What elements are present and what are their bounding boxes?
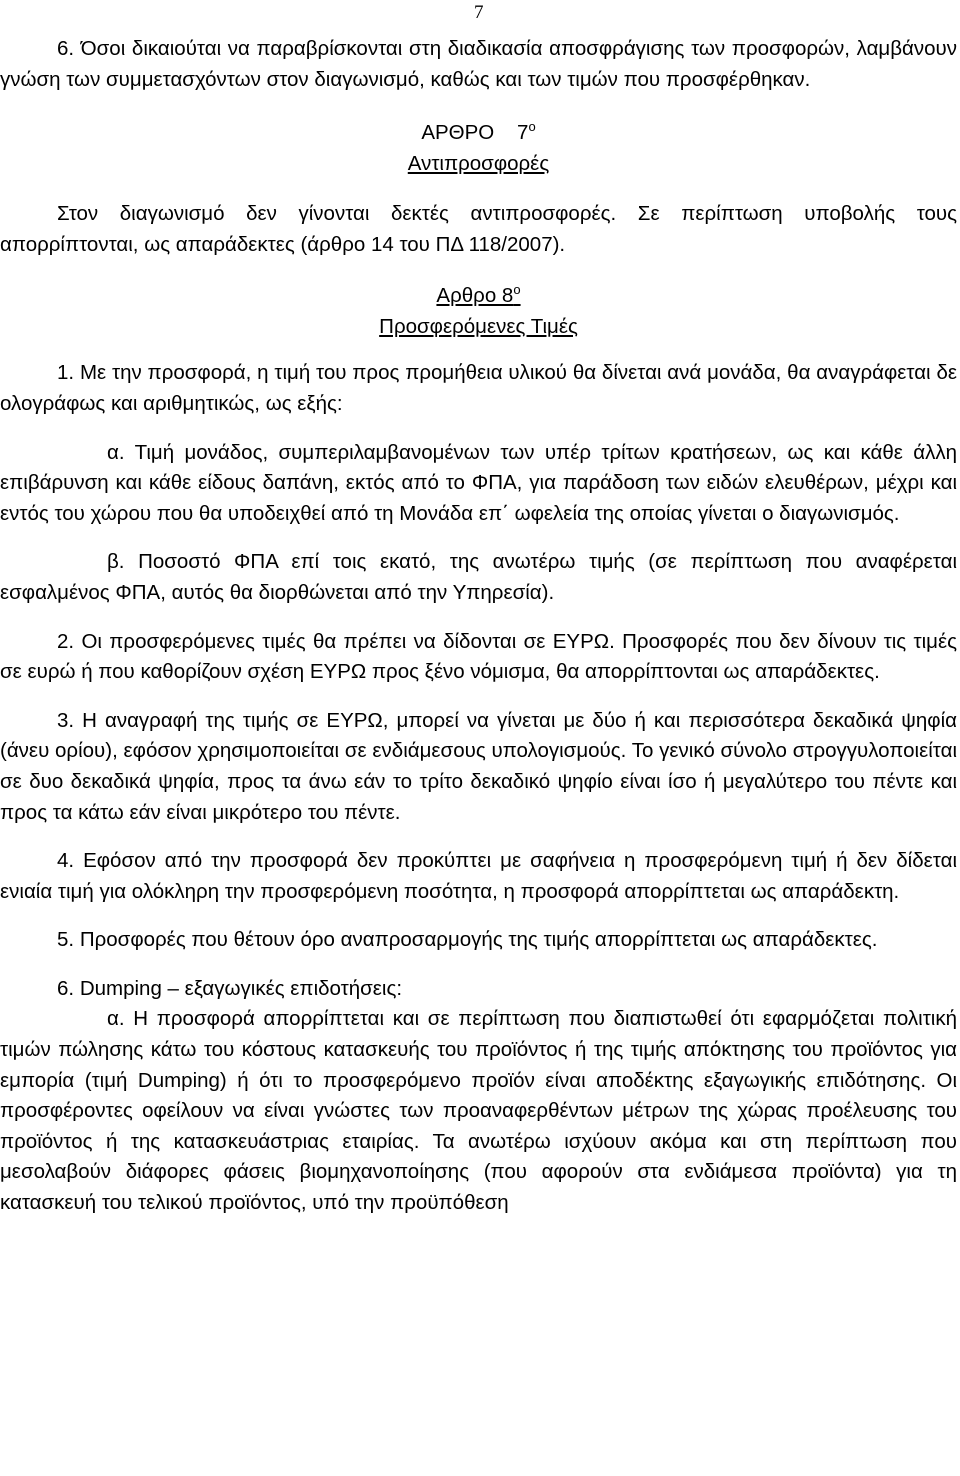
page-number: 7 (474, 2, 484, 23)
item-text: Προσφορές που θέτουν όρο αναπροσαρμογής της τιμής απορρίπτεται ως απαράδεκτες. (79, 928, 878, 952)
item-text: Οι προσφερόμενες τιμές θα πρέπει να δίδονται σε ΕΥΡΩ. Προσφορές που δεν δίνουν τις τιμές σε ευρώ ή που καθορίζουν σχέση ΕΥΡΩ προς ξένο νόμισμα, θα απορρίπτονται ως απαράδεκτες. (0, 629, 957, 684)
article-8-item-5 (0, 925, 957, 956)
item-number: 1. (57, 361, 75, 385)
item-number: 5. (57, 928, 75, 952)
item-text: Εφόσον από την προσφορά δεν προκύπτει με σαφήνεια η προσφερόμενη τιμή ή δεν δίδεται ενιαία τιμή για ολόκληρη την προσφερόμενη ποσότητα, η προσφορά απορρίπτεται ως απαράδεκτη. (0, 849, 957, 903)
article-label: ΑΡΘΡΟ (421, 121, 495, 145)
item-text: Όσοι δικαιούται να παραβρίσκονται στη διαδικασία αποσφράγισης των προσφορών, λαμβάνουν γνώση των συμμετασχόντων στον διαγωνισμό, καθώς και των τιμών που προσφέρθηκαν. (0, 37, 957, 91)
article-title: Αντιπροσφορές (407, 152, 550, 176)
item-text: Ποσοστό ΦΠΑ επί τοις εκατό, της ανωτέρω τιμής (σε περίπτωση που αναφέρεται εσφαλμένος ΦΠΑ, αυτός θα διορθώνεται από την Υπηρεσία). (0, 550, 957, 604)
article-7-text (0, 199, 957, 260)
article-8-item-1b (0, 547, 957, 608)
item-text: Dumping – εξαγωγικές επιδοτήσεις: (79, 976, 403, 1000)
paragraph-text: Στον διαγωνισμό δεν γίνονται δεκτές αντιπροσφορές. Σε περίπτωση υποβολής τους απορρίπτονται, ως απαράδεκτες (άρθρο 14 του ΠΔ 118/2007). (0, 202, 957, 256)
article-label: Αρθρο 8 (436, 284, 514, 308)
intro-item-6 (0, 34, 957, 95)
article-8-item-3 (0, 706, 957, 828)
item-number: β. (107, 550, 125, 574)
document-body (0, 34, 957, 1219)
item-text: Με την προσφορά, η τιμή του προς προμήθεια υλικού θα δίνεται ανά μονάδα, θα αναγράφεται δε ολογράφως και αριθμητικώς, ως εξής: (0, 361, 957, 415)
article-8-item-6 (0, 974, 957, 1005)
item-number: 3. (57, 708, 75, 732)
item-text: Τιμή μονάδος, συμπεριλαμβανομένων των υπέρ τρίτων κρατήσεων, ως και κάθε άλλη επιβάρυνση και κάθε είδους δαπάνη, εκτός από το ΦΠΑ, για παράδοση των ειδών ελευθέρων, μέχρι και εντός του χώρου που θα υποδειχθεί από τη Μονάδα επ΄ ωφελεία της οποίας γίνεται ο διαγωνισμός. (0, 440, 957, 525)
article-8-item-2 (0, 627, 957, 688)
item-number: 4. (57, 849, 75, 873)
article-8-item-6a (0, 1004, 957, 1218)
article-8-item-4 (0, 846, 957, 907)
item-number: α. (107, 1007, 125, 1031)
article-8-heading (0, 280, 957, 342)
ordinal-indicator: ο (528, 119, 536, 135)
item-text: Η αναγραφή της τιμής σε ΕΥΡΩ, μπορεί να γίνεται με δύο ή και περισσότερα δεκαδικά ψηφία (άνευ ορίου), εφόσον χρησιμοποιείται σε ενδιάμεσους υπολογισμούς. Το γενικό σύνολο στρογγυλοποιείται σε δυο δεκαδικά ψηφία, προς τα άνω εάν το τρίτο δεκαδικό ψηφίο είναι ίσο ή μεγαλύτερο του πέντε και προς τα κάτω εάν είναι μικρότερο του πέντε. (0, 708, 957, 824)
item-text: Η προσφορά απορρίπτεται και σε περίπτωση που διαπιστωθεί ότι εφαρμόζεται πολιτική τιμών πώλησης κάτω του κόστους κατασκευής του προϊόντος ή της τιμής απόκτησης του προϊόντος για εμπορία (τιμή Dumping) ή ότι το προσφερόμενο προϊόν είναι αποδέκτης εξαγωγικής επιδότησης. Οι προσφέροντες οφείλουν να είναι γνώστες των προαναφερθέντων μέτρων της χώρας προέλευσης του προϊόντος ή της κατασκευάστριας εταιρίας. Τα ανωτέρω ισχύουν ακόμα και στη περίπτωση που μεσολαβούν διάφορες φάσεις βιομηχανοποίησης (που αφορούν στα ενδιάμεσα προϊόντα) για τη κατασκευή του τελικού προϊόντος, υπό την προϋπόθεση (0, 1007, 957, 1215)
article-8-item-1 (0, 358, 957, 419)
item-number: 2. (57, 629, 75, 653)
item-number: 6. (57, 976, 75, 1000)
article-title: Προσφερόμενες Τιμές (379, 315, 578, 339)
item-number: α. (107, 440, 125, 464)
article-number: 7 (517, 121, 529, 145)
ordinal-indicator: ο (513, 282, 521, 298)
item-number: 6. (57, 37, 75, 60)
article-7-heading (0, 117, 957, 179)
article-8-item-1a (0, 438, 957, 530)
